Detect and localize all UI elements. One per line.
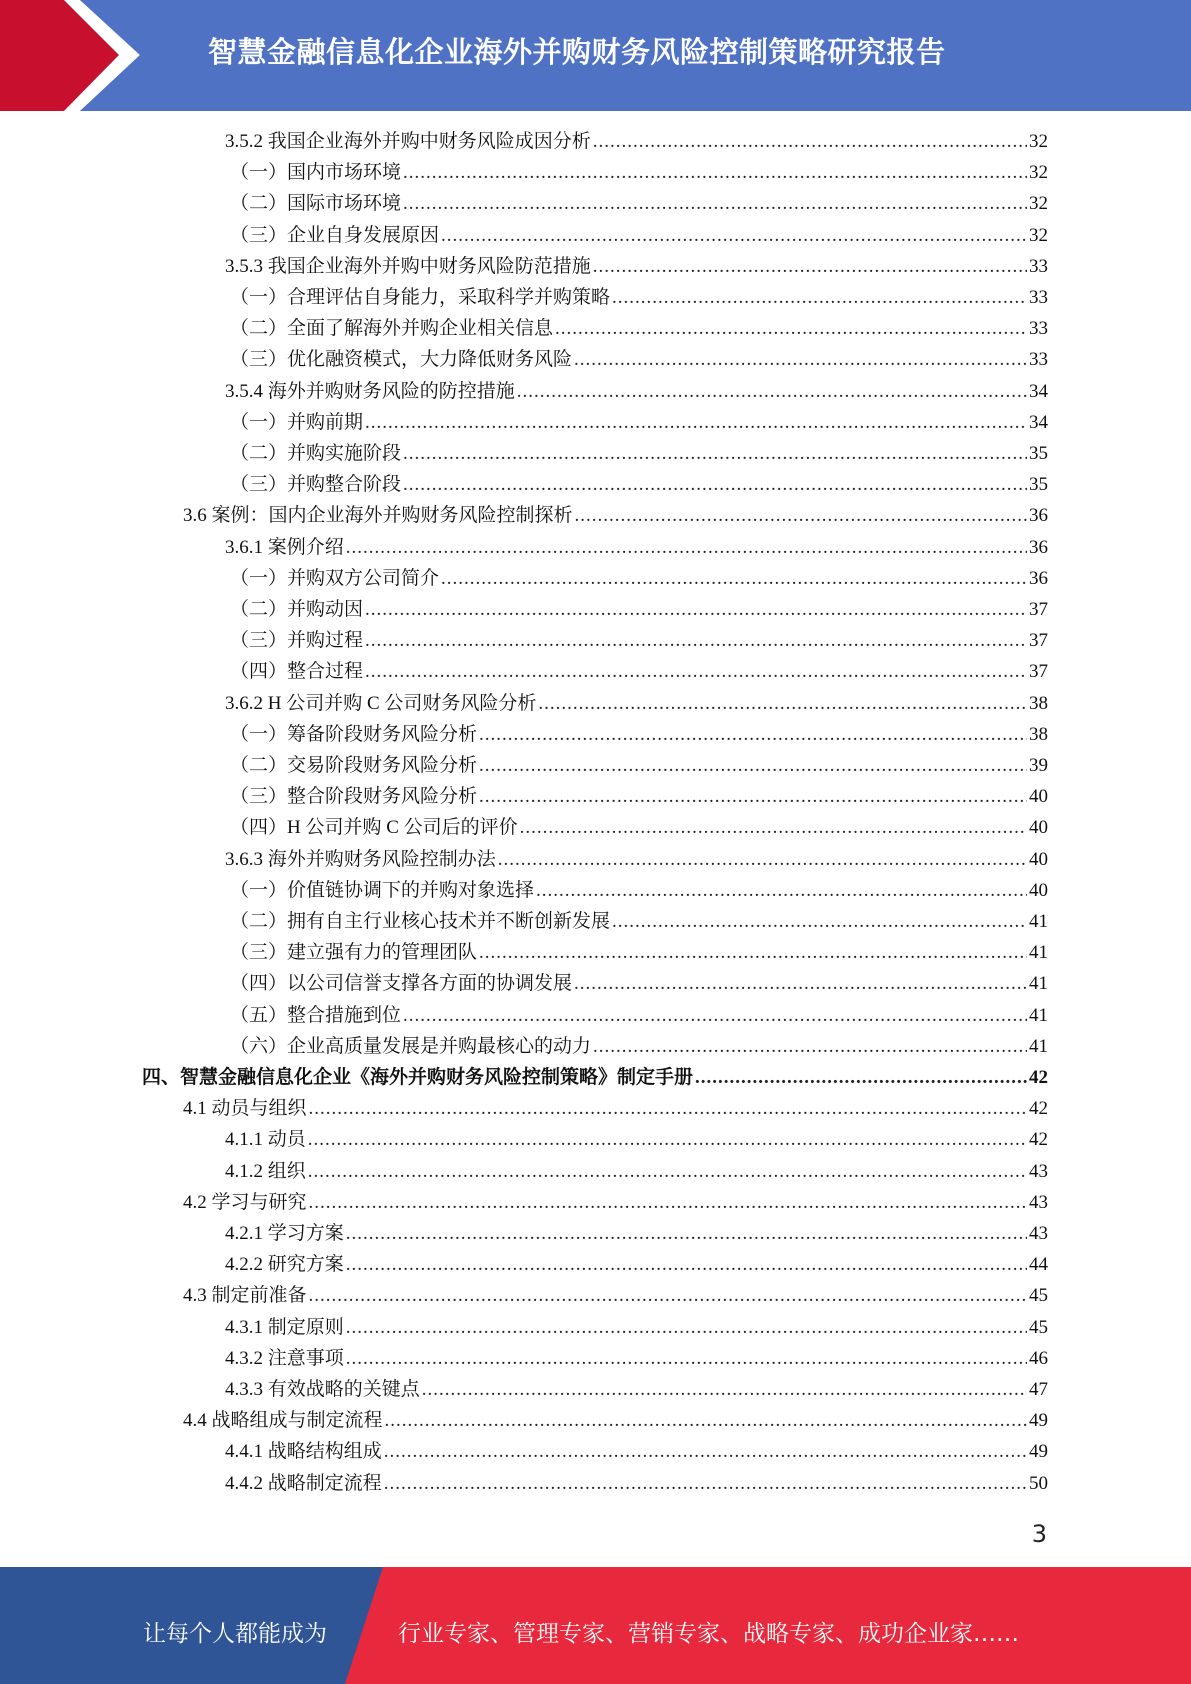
toc-leader-dots [479,786,1027,808]
toc-entry-title: 4.4.1 战略结构组成 [225,1441,382,1463]
toc-entry[interactable] [230,906,1048,937]
toc-leader-dots [365,412,1027,434]
toc-entry[interactable] [230,625,1048,656]
toc-entry-page: 37 [1029,661,1048,683]
toc-entry-title: （四）整合过程 [230,661,364,683]
toc-entry-title: 3.5.3 我国企业海外并购中财务风险防范措施 [225,255,591,277]
toc-entry-title: （三）企业自身发展原因 [230,224,440,246]
toc-entry-title: （二）全面了解海外并购企业相关信息 [230,318,554,340]
toc-entry-title: 4.2 学习与研究 [183,1191,307,1213]
toc-leader-dots [365,599,1027,621]
toc-leader-dots [612,911,1027,933]
toc-leader-dots [593,1036,1027,1058]
toc-entry-title: 3.5.2 我国企业海外并购中财务风险成因分析 [225,131,591,152]
toc-leader-dots [498,849,1027,871]
toc-leader-dots [422,1379,1027,1401]
toc-entry-page: 42 [1029,1129,1048,1151]
toc-entry-title: （三）优化融资模式，大力降低财务风险 [230,349,573,371]
toc-entry-page: 39 [1029,755,1048,776]
toc-entry-page: 43 [1029,1223,1048,1244]
toc-entry[interactable] [225,532,1048,563]
toc-entry-page: 41 [1029,911,1048,932]
toc-leader-dots [346,537,1027,559]
toc-entry-title: 4.1.1 动员 [225,1129,306,1151]
toc-entry[interactable] [225,844,1048,875]
toc-leader-dots [309,1285,1027,1307]
toc-entry[interactable] [230,313,1048,344]
toc-entry-page: 42 [1029,1067,1048,1088]
toc-entry-title: 4.2.2 研究方案 [225,1254,344,1276]
toc-entry-page: 38 [1029,723,1048,745]
toc-leader-dots [593,131,1027,153]
toc-entry-page: 33 [1029,287,1048,308]
toc-entry-page: 45 [1029,1316,1048,1338]
report-title: 智慧金融信息化企业海外并购财务风险控制策略研究报告 [208,35,946,69]
toc-entry-page: 49 [1029,1441,1048,1463]
toc-entry-page: 40 [1029,879,1048,901]
toc-leader-dots [538,693,1027,715]
toc-entry-page: 34 [1029,380,1048,402]
toc-entry-title: （四）以公司信誉支撑各方面的协调发展 [230,973,573,995]
toc-leader-dots [384,1441,1027,1463]
toc-entry-title: （六）企业高质量发展是并购最核心的动力 [230,1035,592,1057]
toc-entry[interactable] [230,937,1048,968]
toc-entry[interactable] [142,1062,1048,1093]
toc-entry[interactable] [225,1124,1048,1155]
toc-leader-dots [403,474,1027,496]
toc-entry-page: 49 [1029,1410,1048,1432]
toc-leader-dots [308,1129,1027,1151]
toc-entry-title: （一）国内市场环境 [230,162,402,184]
toc-entry-title: 4.2.1 学习方案 [225,1223,344,1244]
toc-entry[interactable] [183,1405,1048,1436]
toc-entry-page: 34 [1029,411,1048,433]
toc-entry-page: 35 [1029,474,1048,496]
toc-leader-dots [385,1410,1027,1432]
toc-entry-page: 35 [1029,443,1048,464]
toc-entry[interactable] [225,1343,1048,1374]
toc-leader-dots [365,630,1027,652]
toc-entry[interactable] [183,1187,1048,1218]
toc-leader-dots [479,755,1027,777]
toc-entry-page: 40 [1029,848,1048,870]
toc-entry-title: （一）并购前期 [230,411,364,433]
toc-entry[interactable] [225,688,1048,719]
toc-entry-page: 38 [1029,692,1048,714]
toc-entry[interactable] [230,282,1048,313]
toc-leader-dots [695,1067,1027,1089]
toc-leader-dots [520,817,1027,839]
footer-slogan-right: 行业专家、管理专家、营销专家、战略专家、成功企业家…… [398,1621,1019,1647]
toc-leader-dots [403,1005,1027,1027]
toc-entry[interactable] [230,438,1048,469]
toc-leader-dots [575,505,1027,527]
toc-leader-dots [479,942,1027,964]
toc-entry-title: （二）拥有自主行业核心技术并不断创新发展 [230,911,611,932]
toc-entry[interactable] [230,157,1048,188]
toc-entry-title: 3.5.4 海外并购财务风险的防控措施 [225,380,515,402]
toc-entry[interactable] [225,126,1048,157]
toc-entry-title: 4.3 制定前准备 [183,1285,307,1307]
toc-entry[interactable] [230,968,1048,999]
toc-entry-title: 4.3.2 注意事项 [225,1347,344,1369]
toc-leader-dots [346,1348,1027,1370]
toc-entry-title: （三）建立强有力的管理团队 [230,942,478,964]
toc-leader-dots [536,880,1027,902]
footer-slogan-left: 让每个人都能成为 [143,1621,327,1647]
toc-leader-dots [441,225,1027,247]
toc-entry-page: 41 [1029,942,1048,964]
toc-entry[interactable] [230,344,1048,375]
toc-entry[interactable] [225,1312,1048,1343]
toc-entry-page: 46 [1029,1347,1048,1369]
toc-entry[interactable] [225,1374,1048,1405]
toc-entry-title: （五）整合措施到位 [230,1004,402,1026]
toc-entry-title: 3.6 案例：国内企业海外并购财务风险控制探析 [183,505,573,527]
toc-entry-title: （一）价值链协调下的并购对象选择 [230,879,535,901]
toc-leader-dots [384,1473,1027,1495]
toc-entry-page: 36 [1029,505,1048,527]
toc-leader-dots [479,724,1027,746]
toc-entry[interactable] [230,750,1048,781]
toc-entry-page: 32 [1029,193,1048,215]
toc-entry[interactable] [230,656,1048,687]
toc-entry-page: 40 [1029,817,1048,839]
toc-entry-title: （二）并购实施阶段 [230,443,402,464]
toc-entry-page: 42 [1029,1098,1048,1120]
toc-entry-page: 33 [1029,318,1048,340]
toc-entry-page: 32 [1029,162,1048,184]
toc-entry-page: 41 [1029,973,1048,995]
toc-leader-dots [309,1098,1027,1120]
toc-entry-page: 36 [1029,567,1048,589]
toc-entry-title: （二）国际市场环境 [230,193,402,215]
toc-entry[interactable] [225,1218,1048,1249]
toc-entry[interactable] [230,719,1048,750]
header-arrow-decoration [0,0,150,111]
toc-leader-dots [517,381,1027,403]
toc-entry[interactable] [230,781,1048,812]
toc-entry[interactable] [230,1000,1048,1031]
toc-leader-dots [309,1192,1027,1214]
toc-entry-page: 33 [1029,349,1048,371]
toc-entry-title: （三）整合阶段财务风险分析 [230,786,478,808]
toc-entry[interactable] [230,188,1048,219]
toc-entry[interactable] [183,500,1048,531]
toc-entry[interactable] [225,251,1048,282]
toc-leader-dots [403,443,1027,465]
toc-entry-title: 4.3.3 有效战略的关键点 [225,1379,420,1400]
toc-entry-page: 41 [1029,1035,1048,1057]
toc-entry-title: （一）筹备阶段财务风险分析 [230,723,478,745]
toc-entry-page: 33 [1029,255,1048,277]
toc-entry[interactable] [225,1468,1048,1499]
toc-entry-title: （一）并购双方公司简介 [230,567,440,589]
toc-entry-title: （二）并购动因 [230,599,364,620]
toc-entry[interactable] [225,1156,1048,1187]
toc-leader-dots [365,661,1027,683]
toc-entry-title: 4.4.2 战略制定流程 [225,1472,382,1494]
toc-leader-dots [555,318,1027,340]
toc-entry-title: （三）并购整合阶段 [230,474,402,496]
toc-entry[interactable] [183,1280,1048,1311]
toc-leader-dots [612,287,1027,309]
toc-entry-title: （二）交易阶段财务风险分析 [230,755,478,776]
toc-leader-dots [403,193,1027,215]
toc-entry-title: （三）并购过程 [230,630,364,652]
toc-entry-page: 37 [1029,630,1048,652]
toc-entry-title: 4.3.1 制定原则 [225,1316,344,1338]
toc-leader-dots [346,1254,1027,1276]
toc-entry[interactable] [230,407,1048,438]
toc-entry-page: 45 [1029,1285,1048,1307]
toc-entry[interactable] [183,1093,1048,1124]
toc-entry-title: （一）合理评估自身能力，采取科学并购策略 [230,287,611,308]
page-number: 3 [1031,1520,1047,1548]
toc-leader-dots [308,1161,1027,1183]
page-header [0,0,1191,111]
toc-entry-page: 40 [1029,786,1048,808]
toc-leader-dots [593,256,1027,278]
toc-entry[interactable] [225,1249,1048,1280]
toc-entry-page: 50 [1029,1472,1048,1494]
toc-entry-page: 36 [1029,536,1048,558]
toc-entry-title: 4.1.2 组织 [225,1160,306,1182]
toc-entry-title: （四）H 公司并购 C 公司后的评价 [230,817,518,839]
toc-entry[interactable] [230,563,1048,594]
toc-entry-page: 32 [1029,224,1048,246]
toc-entry-title: 3.6.1 案例介绍 [225,536,344,558]
toc-entry-title: 4.1 动员与组织 [183,1098,307,1120]
toc-entry-title: 4.4 战略组成与制定流程 [183,1410,383,1432]
toc-entry-page: 32 [1029,131,1048,152]
toc-entry[interactable] [230,469,1048,500]
toc-entry-title: 3.6.3 海外并购财务风险控制办法 [225,848,496,870]
toc-leader-dots [403,162,1027,184]
toc-leader-dots [574,973,1027,995]
toc-entry[interactable] [230,812,1048,843]
toc-entry-page: 47 [1029,1379,1048,1400]
toc-entry[interactable] [230,594,1048,625]
toc-leader-dots [574,349,1027,371]
toc-entry[interactable] [230,1031,1048,1062]
toc-entry-title: 四、智慧金融信息化企业《海外并购财务风险控制策略》制定手册 [142,1067,694,1088]
toc-entry-page: 37 [1029,599,1048,620]
toc-leader-dots [441,568,1027,590]
toc-leader-dots [346,1223,1027,1245]
toc-leader-dots [346,1317,1027,1339]
toc-entry-page: 43 [1029,1160,1048,1182]
toc-entry-page: 43 [1029,1191,1048,1213]
toc-entry-page: 41 [1029,1004,1048,1026]
toc-entry[interactable] [225,376,1048,407]
toc-entry[interactable] [230,220,1048,251]
toc-entry[interactable] [225,1436,1048,1467]
toc-entry-title: 3.6.2 H 公司并购 C 公司财务风险分析 [225,692,537,714]
toc-entry[interactable] [230,875,1048,906]
toc-entry-page: 44 [1029,1254,1048,1276]
